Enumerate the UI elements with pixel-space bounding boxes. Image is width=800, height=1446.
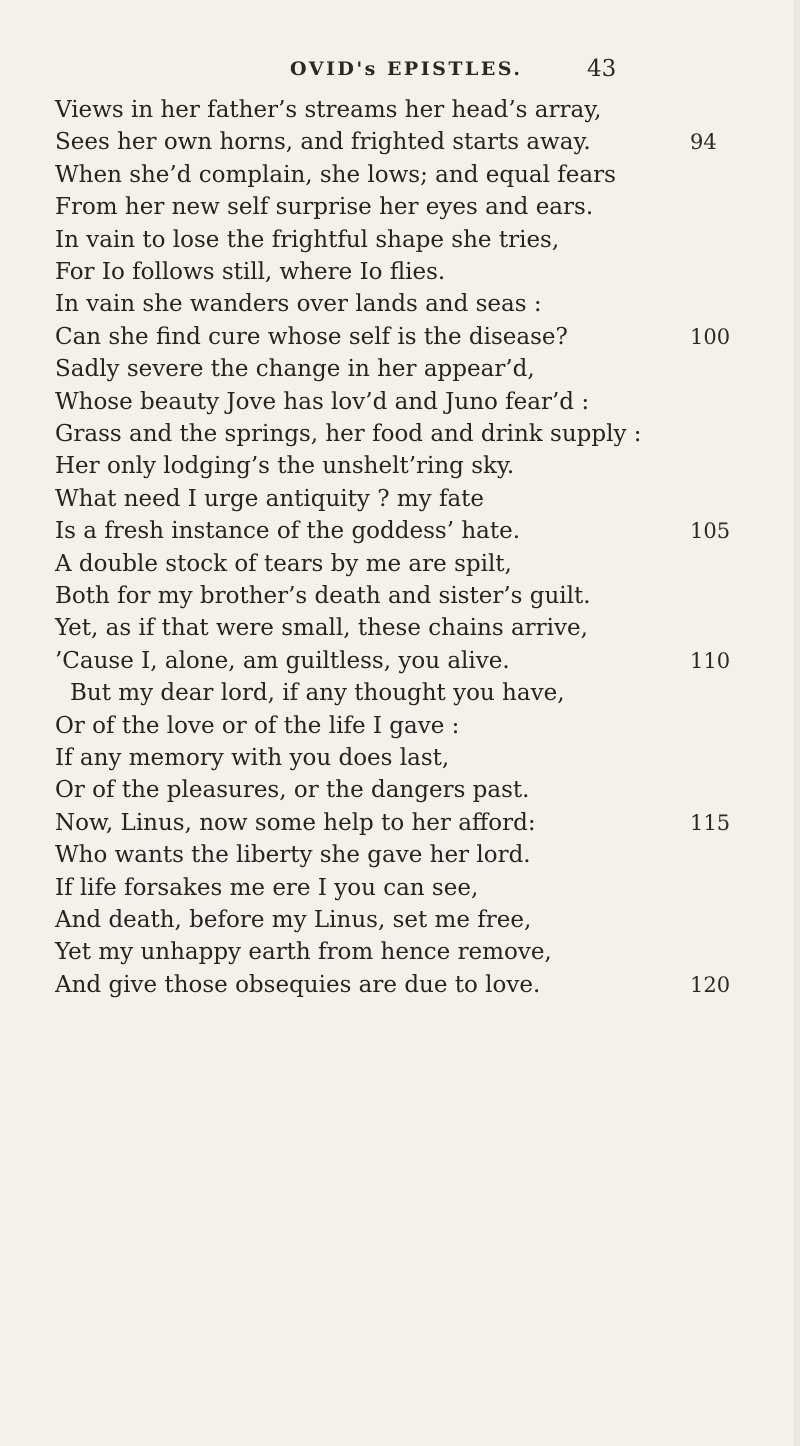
verse-line-text: When she’d complain, she lows; and equal fears (55, 161, 616, 188)
verse-line-text: If life forsakes me ere I you can see, (55, 874, 479, 901)
verse-line (55, 225, 705, 255)
verse-line-text: But my dear lord, if any thought you have, (70, 680, 565, 707)
verse-line (55, 419, 705, 449)
verse-line-text: Yet my unhappy earth from hence remove, (55, 939, 552, 966)
page-number: 43 (587, 56, 617, 82)
verse-line (55, 127, 705, 157)
verse-line-text: What need I urge antiquity ? my fate (55, 485, 485, 512)
verse-line-text: For Io follows still, where Io flies. (55, 259, 446, 285)
verse-line (55, 743, 705, 773)
verse-line-text: And give those obsequies are due to love. (55, 971, 541, 998)
verse-line-text: Or of the pleasures, or the dangers past. (55, 777, 530, 804)
verse-line (55, 937, 705, 967)
line-number: 120 (690, 972, 731, 997)
verse-line-text: Views in her father’s streams her head’s array, (55, 97, 602, 123)
running-title: OVID's EPISTLES. (290, 58, 523, 80)
verse-line (55, 451, 705, 481)
verse-line (55, 549, 705, 579)
verse-line-text: Sadly severe the change in her appear’d, (55, 356, 535, 383)
verse-line (55, 808, 705, 838)
verse-line (55, 581, 705, 611)
verse-line-text: Yet, as if that were small, these chains arrive, (55, 615, 588, 642)
verse-line (55, 322, 705, 352)
verse-line-text: Grass and the springs, her food and drink supply : (55, 421, 642, 447)
verse-line (55, 387, 705, 417)
verse-line-text: Both for my brother’s death and sister’s guilt. (55, 583, 591, 609)
verse-line (70, 678, 720, 708)
verse-line (55, 711, 705, 741)
verse-line (55, 192, 705, 222)
page-edge (794, 0, 800, 1446)
verse-line-text: Can she find cure whose self is the disease? (55, 323, 568, 350)
verse-line-text: ’Cause I, alone, am guiltless, you alive. (55, 647, 510, 674)
verse-line-text: From her new self surprise her eyes and ears. (55, 194, 594, 221)
line-number: 105 (690, 519, 731, 544)
verse-line-text: Her only lodging’s the unshelt’ring sky. (55, 453, 515, 480)
line-number: 115 (690, 810, 731, 835)
verse-line (55, 970, 705, 1000)
verse-line-text: Or of the love or of the life I gave : (55, 712, 460, 739)
verse-line (55, 95, 705, 125)
verse-line (55, 646, 705, 676)
line-number: 100 (690, 324, 731, 349)
verse-line (55, 160, 705, 190)
verse-line (55, 257, 705, 287)
running-head (0, 50, 800, 90)
verse-line (55, 289, 705, 319)
verse-line (55, 354, 705, 384)
verse-line-text: A double stock of tears by me are spilt, (55, 550, 512, 577)
verse-line-text: Who wants the liberty she gave her lord. (55, 842, 531, 869)
line-number: 110 (690, 648, 731, 673)
verse-line-text: Is a fresh instance of the goddess’ hate. (55, 518, 521, 545)
verse-line (55, 613, 705, 643)
verse-line-text: In vain she wanders over lands and seas : (55, 291, 542, 318)
line-number: 94 (690, 130, 717, 155)
verse-line-text: Sees her own horns, and frighted starts away. (55, 129, 591, 156)
verse-line-text: And death, before my Linus, set me free, (55, 907, 532, 933)
verse-line-text: Whose beauty Jove has lov’d and Juno fear’d : (55, 388, 590, 415)
verse-line-text: If any memory with you does last, (55, 745, 450, 771)
verse-line (55, 775, 705, 805)
verse-line-text: In vain to lose the frightful shape she tries, (55, 226, 560, 253)
verse-line (55, 484, 705, 514)
verse-line (55, 873, 705, 903)
verse-line (55, 516, 705, 546)
verse-line (55, 840, 705, 870)
verse-line (55, 905, 705, 935)
verse-line-text: Now, Linus, now some help to her afford: (55, 809, 536, 836)
